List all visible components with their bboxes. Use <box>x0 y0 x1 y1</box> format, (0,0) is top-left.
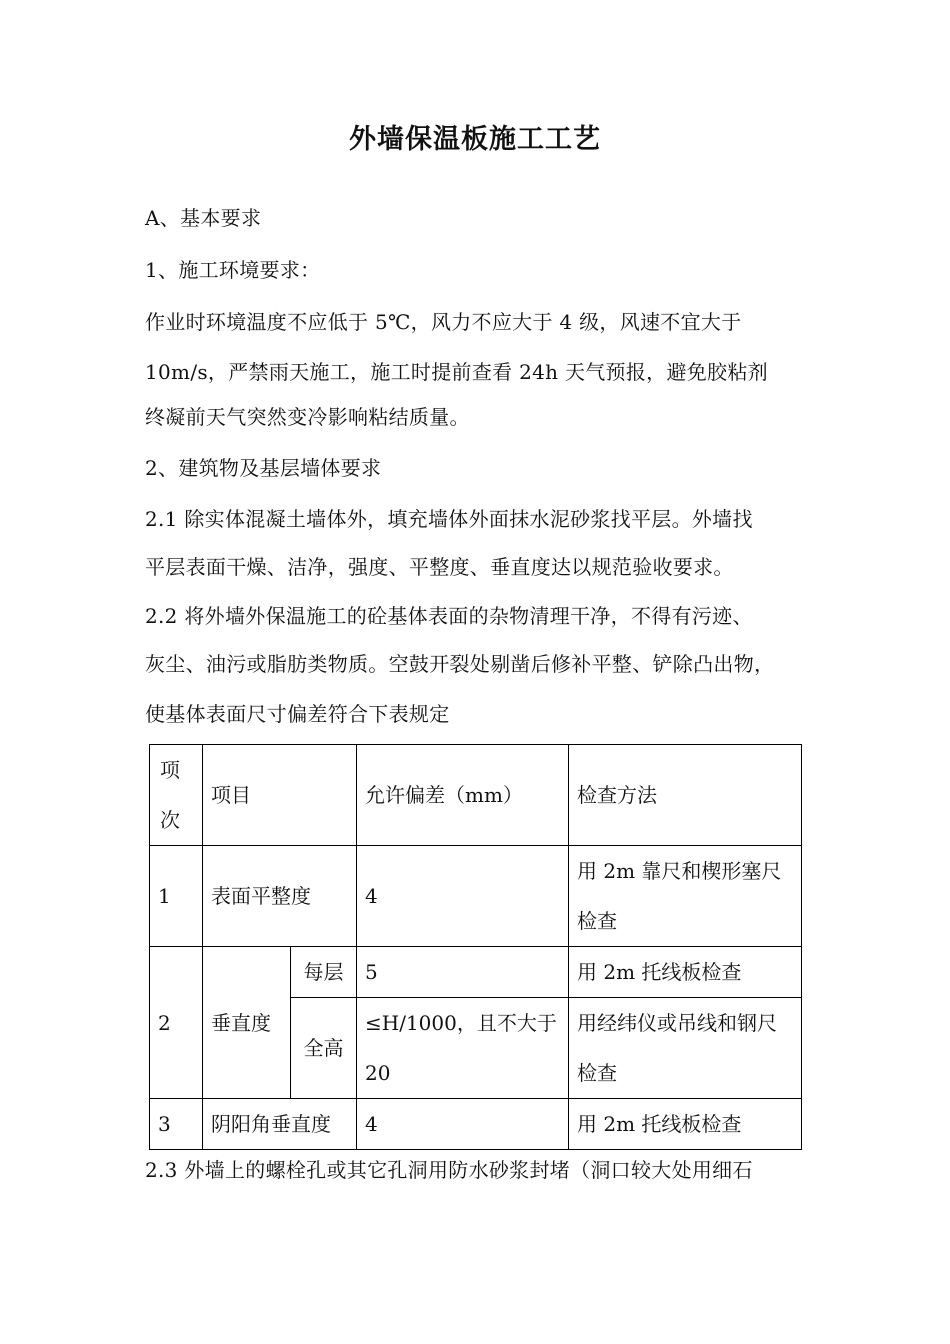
header-method: 检查方法 <box>569 745 802 846</box>
cell-item: 垂直度 <box>203 947 291 1099</box>
cell-tolerance: ≤H/1000，且不大于20 <box>357 998 569 1099</box>
cell-method: 用 2m 托线板检查 <box>569 947 802 998</box>
cell-tolerance: 4 <box>357 1099 569 1150</box>
clause-2-1-line-2: 平层表面干燥、洁净，强度、平整度、垂直度达以规范验收要求。 <box>145 555 734 579</box>
clause-2-2-line-2: 灰尘、油污或脂肪类物质。空鼓开裂处剔凿后修补平整、铲除凸出物， <box>145 652 775 676</box>
cell-method: 用经纬仪或吊线和钢尺检查 <box>569 998 802 1099</box>
cell-method: 用 2m 托线板检查 <box>569 1099 802 1150</box>
cell-no: 3 <box>150 1099 203 1150</box>
clause-2-2-line-1: 2.2 将外墙外保温施工的砼基体表面的杂物清理干净，不得有污迹、 <box>145 604 753 628</box>
header-tolerance: 允许偏差（mm） <box>357 745 569 846</box>
environment-text-line-3: 终凝前天气突然变冷影响粘结质量。 <box>145 405 470 429</box>
environment-heading: 1、施工环境要求： <box>145 258 321 282</box>
document-title: 外墙保温板施工工艺 <box>349 124 601 155</box>
clause-2-2-line-3: 使基体表面尺寸偏差符合下表规定 <box>145 702 450 726</box>
tolerance-table <box>149 744 802 1150</box>
clause-2-3-line-1: 2.3 外墙上的螺栓孔或其它孔洞用防水砂浆封堵（洞口较大处用细石 <box>145 1158 753 1182</box>
section-a-heading: A、基本要求 <box>145 206 262 230</box>
cell-tolerance: 4 <box>357 846 569 947</box>
header-item: 项目 <box>203 745 357 846</box>
table-row <box>150 947 802 998</box>
cell-subitem: 每层 <box>291 947 357 998</box>
table-row <box>150 1099 802 1150</box>
header-no-label: 项次 <box>160 758 180 832</box>
wall-requirements-heading: 2、建筑物及基层墙体要求 <box>145 456 382 480</box>
environment-text-line-1: 作业时环境温度不应低于 5℃，风力不应大于 4 级，风速不宜大于 <box>145 310 742 334</box>
cell-no: 1 <box>150 846 203 947</box>
cell-method: 用 2m 靠尺和楔形塞尺检查 <box>569 846 802 947</box>
cell-item: 阴阳角垂直度 <box>203 1099 357 1150</box>
header-no <box>150 745 203 846</box>
cell-tolerance: 5 <box>357 947 569 998</box>
cell-subitem: 全高 <box>291 998 357 1099</box>
clause-2-1-line-1: 2.1 除实体混凝土墙体外，填充墙体外面抹水泥砂浆找平层。外墙找 <box>145 507 753 531</box>
table-header-row <box>150 745 802 846</box>
environment-text-line-2: 10m/s，严禁雨天施工，施工时提前查看 24h 天气预报，避免胶粘剂 <box>145 360 768 384</box>
table-row <box>150 846 802 947</box>
cell-no: 2 <box>150 947 203 1099</box>
cell-item: 表面平整度 <box>203 846 357 947</box>
